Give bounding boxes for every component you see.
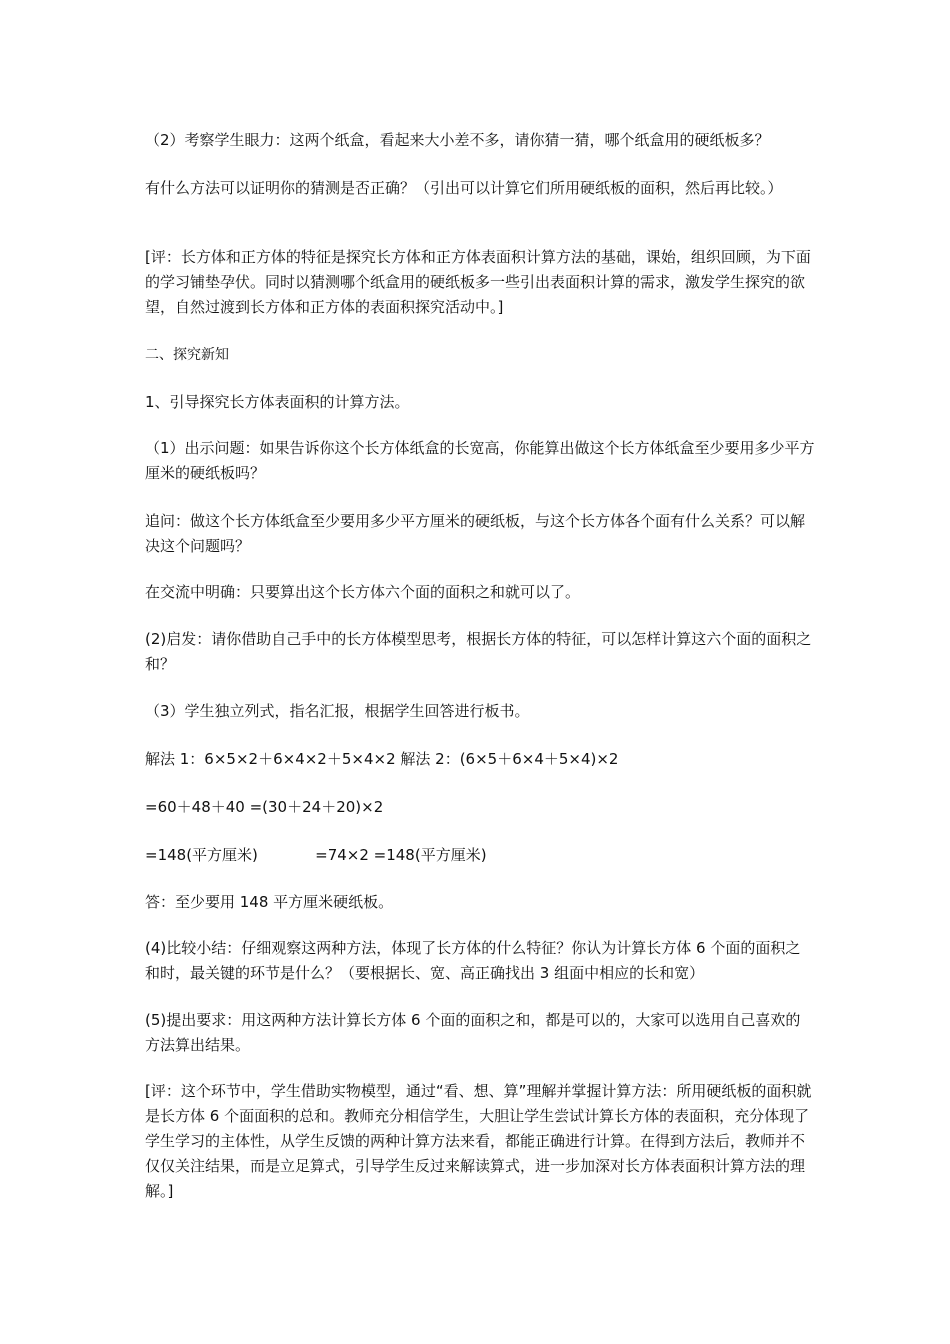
paragraph-comment-2: [评：这个环节中，学生借助实物模型，通过“看、想、算”理解并掌握计算方法：所用硬纸板的面积就是长方体 6 个面面积的总和。教师充分相信学生，大胆让学生尝试计算长方体的表面积，充分体现了学生学习的主体性，从学生反馈的两种计算方法来看，都能正确进行计算。在得到方法后，教师并不仅仅关注结果，而是立足算式，引导学生反过来解读算式，进一步加深对长方体表面积计算方法的理解。]: [145, 1082, 812, 1200]
section-heading: 二、探究新知: [145, 347, 229, 363]
paragraph-requirement: (5)提出要求：用这两种方法计算长方体 6 个面的面积之和，都是可以的，大家可以选用自己喜欢的方法算出结果。: [145, 1011, 801, 1054]
paragraph-inspire: (2)启发：请你借助自己手中的长方体模型思考，根据长方体的特征，可以怎样计算这六个面的面积之和？: [145, 630, 812, 673]
paragraph-question-1: （1）出示问题：如果告诉你这个长方体纸盒的长宽高，你能算出做这个长方体纸盒至少要用多少平方厘米的硬纸板吗？: [145, 439, 815, 482]
paragraph-verify-method: 有什么方法可以证明你的猜测是否正确？（引出可以计算它们所用硬纸板的面积，然后再比较。）: [145, 179, 783, 197]
paragraph-step-1: 1、引导探究长方体表面积的计算方法。: [145, 393, 410, 411]
paragraph-comment-1: [评：长方体和正方体的特征是探究长方体和正方体表面积计算方法的基础，课始，组织回顾，为下面的学习铺垫孕伏。同时以猜测哪个纸盒用的硬纸板多一些引出表面积计算的需求，激发学生探究的欲望，自然过渡到长方体和正方体的表面积探究活动中。]: [145, 248, 811, 316]
formula-line-3: =148(平方厘米) =74×2 =148(平方厘米): [145, 846, 487, 864]
paragraph-student-work: （3）学生独立列式，指名汇报，根据学生回答进行板书。: [145, 702, 530, 720]
paragraph-answer: 答：至少要用 148 平方厘米硬纸板。: [145, 893, 394, 911]
formula-line-1: 解法 1：6×5×2＋6×4×2＋5×4×2 解法 2：(6×5＋6×4＋5×4)×2: [145, 750, 619, 768]
paragraph-follow-up: 追问：做这个长方体纸盒至少要用多少平方厘米的硬纸板，与这个长方体各个面有什么关系？可以解决这个问题吗？: [145, 512, 806, 555]
paragraph-clarify: 在交流中明确：只要算出这个长方体六个面的面积之和就可以了。: [145, 583, 581, 601]
paragraph-summary: (4)比较小结：仔细观察这两种方法，体现了长方体的什么特征？你认为计算长方体 6 个面的面积之和时，最关键的环节是什么？（要根据长、宽、高正确找出 3 组面中相应的长和宽）: [145, 939, 801, 982]
paragraph-guess-question: （2）考察学生眼力：这两个纸盒，看起来大小差不多，请你猜一猜，哪个纸盒用的硬纸板多？: [145, 131, 770, 149]
formula-line-2: =60＋48＋40 =(30＋24＋20)×2: [145, 798, 384, 816]
